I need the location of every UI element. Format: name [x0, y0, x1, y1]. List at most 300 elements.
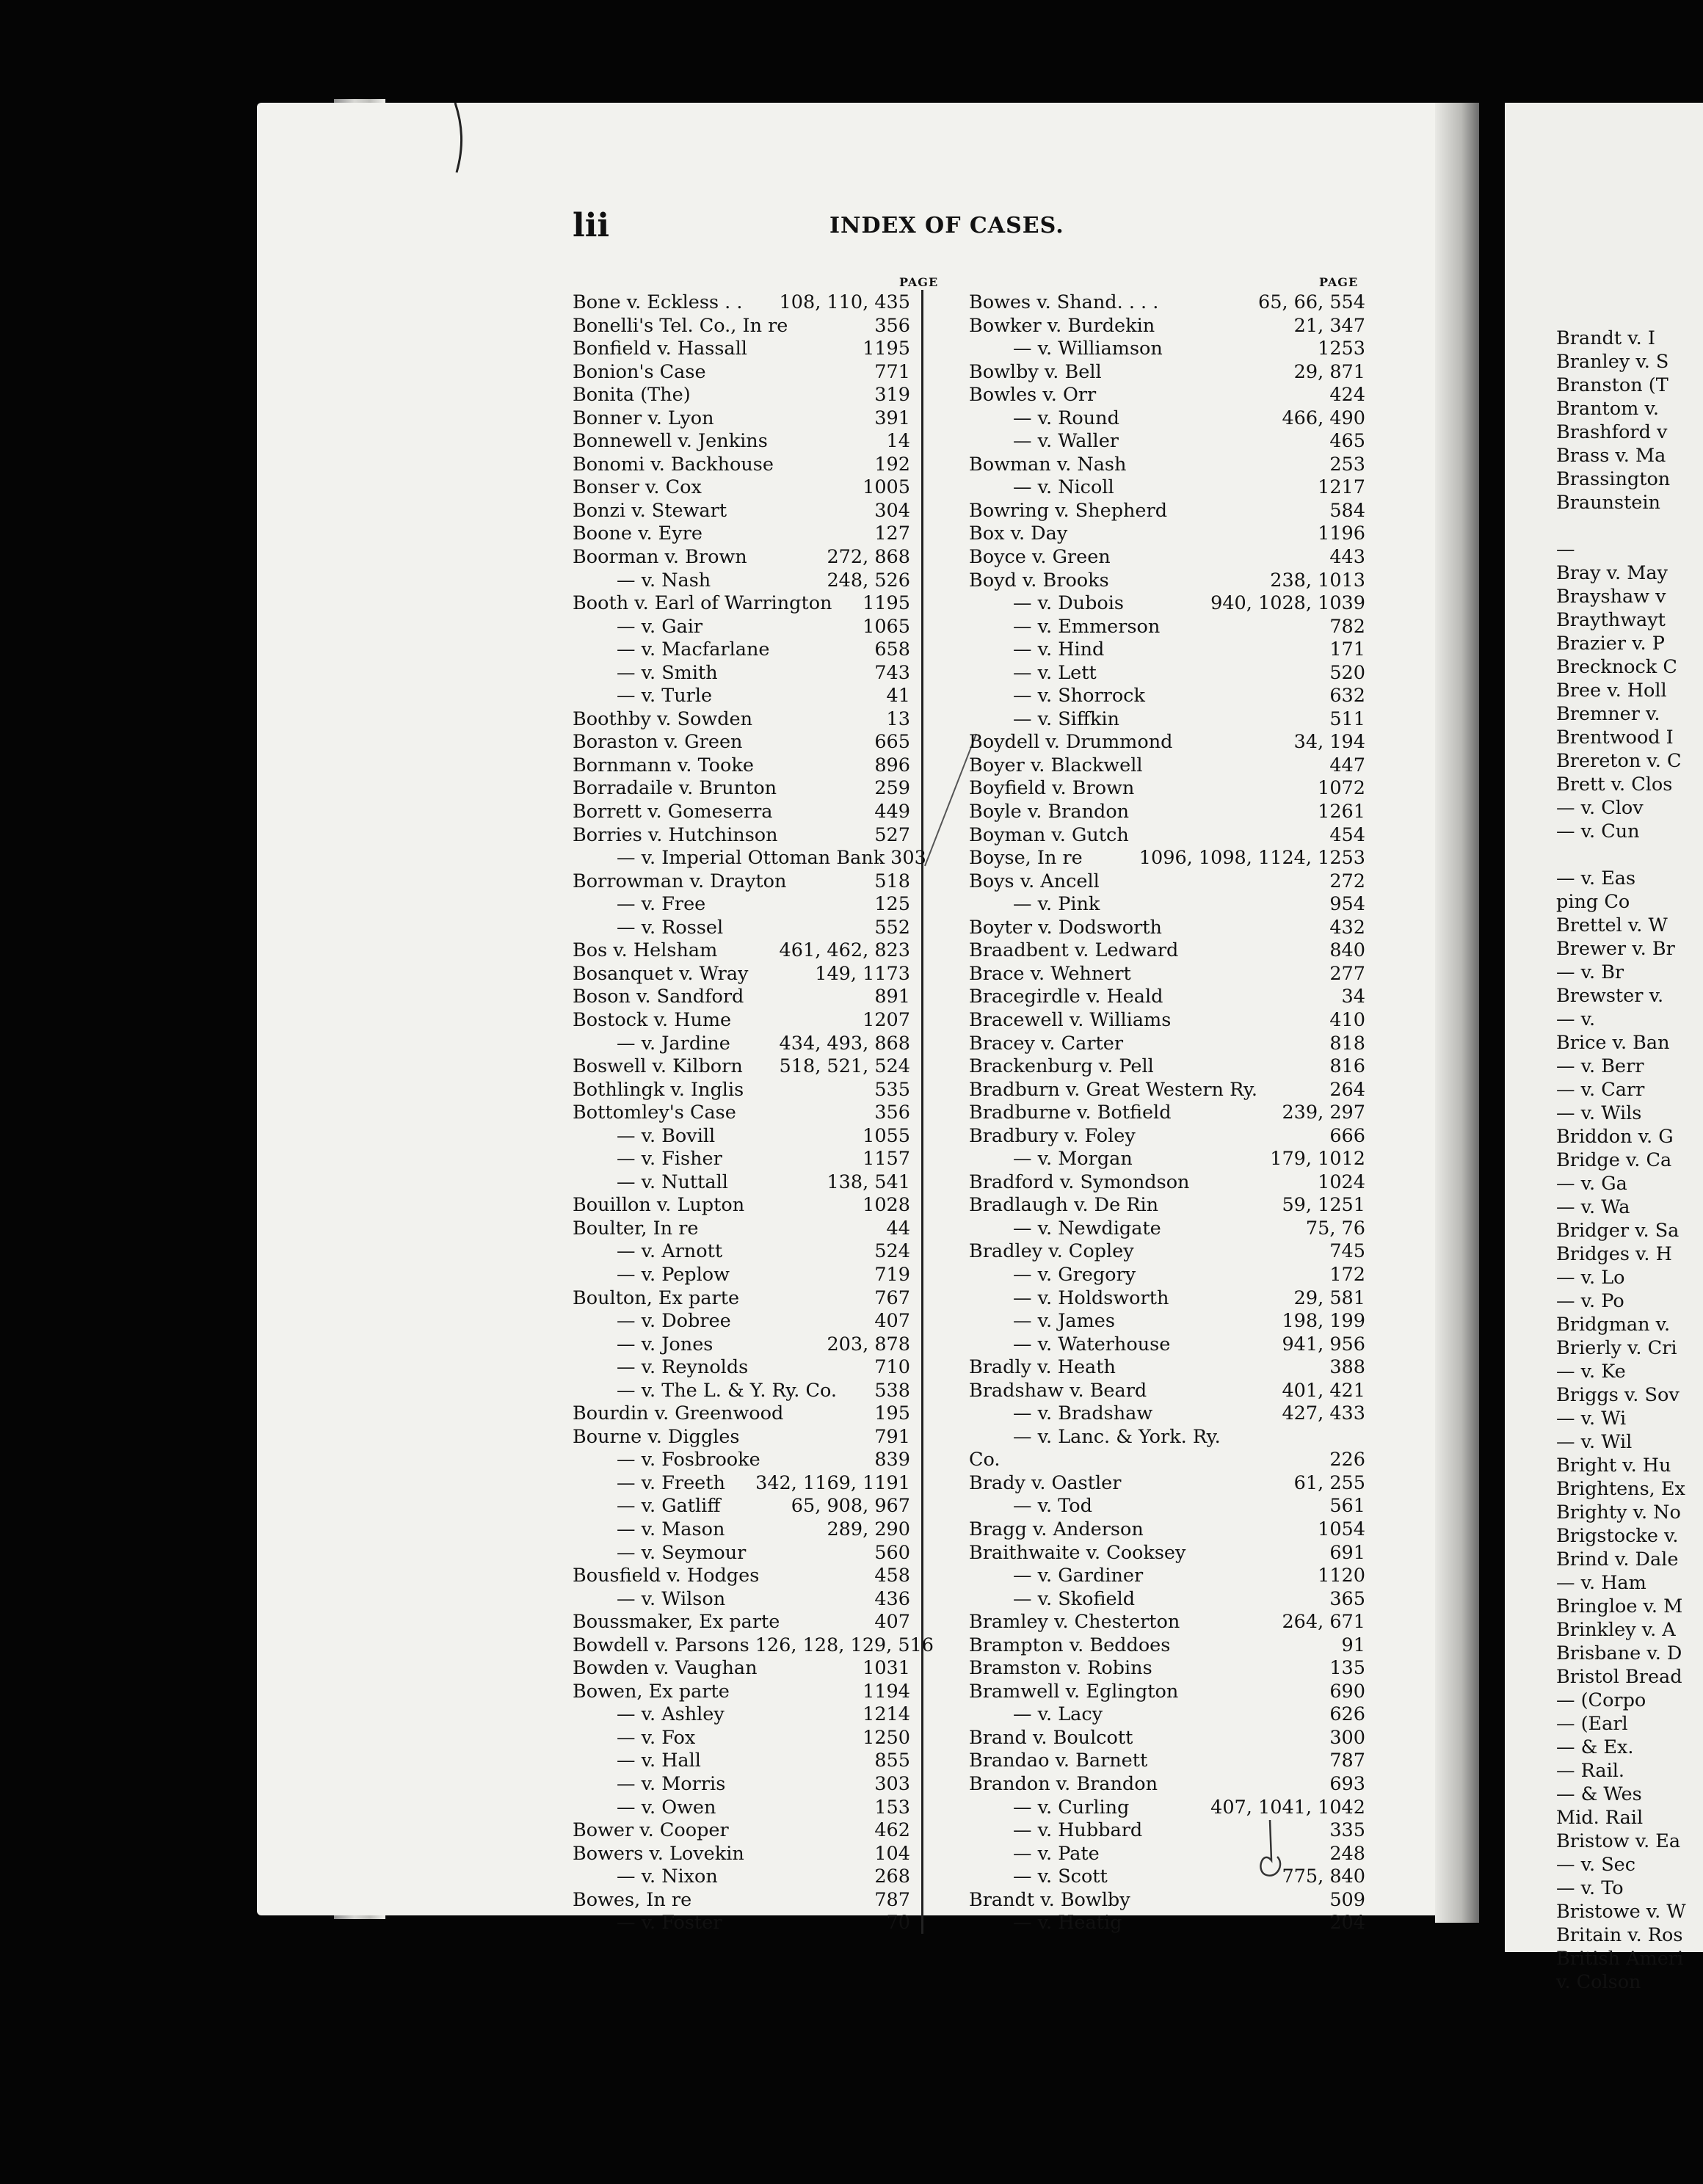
facing-page-entry: — Rail.	[1556, 1760, 1625, 1782]
facing-page-entry: Brighty v. No	[1556, 1502, 1681, 1524]
index-entry	[969, 1773, 1365, 1797]
case-name: — v. Wilson	[617, 1587, 726, 1610]
case-pages: 401, 421	[1282, 1379, 1365, 1402]
case-name: — v. Morgan	[1013, 1148, 1133, 1171]
facing-page-entry: — v. Lo	[1556, 1267, 1625, 1289]
case-pages: 1072	[1318, 777, 1365, 800]
case-name: — v. Nixon	[617, 1866, 718, 1888]
index-entry	[969, 384, 1365, 407]
index-entry	[969, 1750, 1365, 1773]
index-entry	[969, 1402, 1365, 1426]
index-entry	[969, 824, 1365, 848]
index-entry	[573, 870, 910, 894]
case-name: Boyse, In re	[969, 847, 1083, 870]
case-name: Bowes, In re	[573, 1888, 692, 1911]
case-name: Brady v. Oastler	[969, 1471, 1122, 1494]
case-name: Bottomley's Case	[573, 1102, 736, 1124]
case-pages: 538	[874, 1379, 910, 1402]
facing-page-entry: Bringloe v. M	[1556, 1595, 1683, 1617]
case-pages: 126, 128, 129, 516	[755, 1634, 934, 1656]
facing-page-entry: — v. Wils	[1556, 1102, 1642, 1124]
case-pages: 277	[1329, 962, 1365, 985]
case-name: — v. Jardine	[617, 1032, 730, 1055]
case-name: Bowman v. Nash	[969, 453, 1127, 476]
facing-page-entry: Brewster v.	[1556, 985, 1664, 1007]
facing-page-entry: — & Ex.	[1556, 1736, 1634, 1758]
facing-page-entry: — v. Clov	[1556, 797, 1644, 819]
case-name: — v. Free	[617, 893, 706, 916]
index-entry	[573, 361, 910, 385]
case-name: Bowker v. Burdekin	[969, 314, 1155, 337]
index-entry	[573, 1333, 910, 1357]
facing-page-entry: — v. To	[1556, 1877, 1624, 1899]
facing-page-entry: Mid. Rail	[1556, 1807, 1644, 1829]
index-entry	[573, 1449, 910, 1472]
case-name: — v. The L. & Y. Ry. Co.	[617, 1379, 838, 1402]
case-name: — v. Peplow	[617, 1263, 730, 1286]
case-name: Bonser v. Cox	[573, 476, 702, 499]
index-entry	[969, 1217, 1365, 1241]
case-pages: 896	[874, 754, 910, 776]
facing-page-entry: —	[1556, 539, 1575, 561]
index-entry	[573, 1866, 910, 1889]
case-name: — v. Mason	[617, 1518, 725, 1540]
index-entry	[573, 1148, 910, 1171]
index-entry	[969, 1495, 1365, 1518]
case-name: Bowden v. Vaughan	[573, 1657, 758, 1680]
case-pages: 65, 66, 554	[1258, 291, 1365, 313]
index-entry	[969, 1333, 1365, 1357]
facing-page-entry: v. Colson	[1556, 1971, 1641, 1993]
facing-page-entry: ping Co	[1556, 891, 1630, 913]
case-pages: 410	[1329, 1008, 1365, 1031]
index-entry	[969, 963, 1365, 986]
index-entry	[573, 500, 910, 523]
case-name: — v. Macfarlane	[617, 638, 770, 661]
facing-page-entry: Brind v. Dale	[1556, 1548, 1679, 1570]
column-divider	[921, 290, 923, 1934]
case-name: Bourdin v. Greenwood	[573, 1402, 784, 1425]
index-entry	[969, 1634, 1365, 1658]
case-pages: 304	[874, 499, 910, 522]
case-pages: 1031	[863, 1657, 910, 1680]
index-entry	[969, 893, 1365, 917]
case-name: Brandt v. Bowlby	[969, 1888, 1130, 1911]
facing-page-entry: — v. Ham	[1556, 1572, 1646, 1594]
index-entry	[969, 1125, 1365, 1149]
case-pages: 192	[874, 453, 910, 476]
case-name: — v. Morris	[617, 1773, 726, 1795]
case-name: Bone v. Eckless . .	[573, 291, 743, 313]
page-number: lii	[573, 207, 610, 244]
case-name: Bonita (The)	[573, 384, 691, 407]
facing-page-entry: Bridges v. H	[1556, 1243, 1672, 1265]
case-pages: 203, 878	[827, 1333, 910, 1355]
case-pages: 518	[874, 870, 910, 892]
case-pages: 626	[1329, 1703, 1365, 1726]
index-entry	[969, 476, 1365, 500]
case-pages: 666	[1329, 1124, 1365, 1147]
index-entry	[573, 986, 910, 1009]
case-name: Bouillon v. Lupton	[573, 1194, 745, 1217]
case-name: — v. Dubois	[1013, 592, 1124, 615]
facing-page-entry: Brice v. Ban	[1556, 1032, 1670, 1054]
index-entry	[573, 1727, 910, 1750]
facing-page-entry: Bristol Bread	[1556, 1666, 1682, 1688]
case-name: — v. Foster	[617, 1912, 722, 1934]
case-pages: 560	[874, 1541, 910, 1564]
case-pages: 745	[1329, 1240, 1365, 1263]
case-pages: 1096, 1098, 1124, 1253	[1139, 847, 1365, 870]
case-pages: 342, 1169, 1191	[755, 1471, 910, 1494]
case-pages: 743	[874, 661, 910, 684]
case-name: — v. Pate	[1013, 1842, 1100, 1865]
facing-page-entry: — v. Eas	[1556, 867, 1636, 889]
facing-page-entry: Braythwayt	[1556, 609, 1666, 631]
case-pages: 509	[1329, 1888, 1365, 1911]
facing-page-entry: Brierly v. Cri	[1556, 1337, 1677, 1359]
index-entry	[573, 1565, 910, 1588]
case-name: — v. Arnott	[617, 1240, 723, 1263]
pencil-mark-top	[440, 103, 470, 176]
case-pages: 791	[874, 1425, 910, 1448]
index-entry	[969, 1472, 1365, 1496]
index-entry	[969, 1171, 1365, 1195]
index-entry	[969, 754, 1365, 778]
case-pages: 195	[874, 1402, 910, 1425]
case-pages: 632	[1329, 685, 1365, 707]
case-name: Boyter v. Dodsworth	[969, 916, 1162, 939]
case-name: — v. Nash	[617, 569, 711, 592]
case-pages: 518, 521, 524	[779, 1055, 910, 1078]
index-entry	[573, 569, 910, 593]
case-name: Boothby v. Sowden	[573, 707, 753, 730]
index-entry	[573, 1797, 910, 1820]
case-name: Bramley v. Chesterton	[969, 1611, 1180, 1634]
facing-page-entry: Branston (T	[1556, 374, 1668, 396]
case-pages: 427, 433	[1282, 1402, 1365, 1425]
case-pages: 104	[874, 1842, 910, 1865]
case-name: — v. Imperial Ottoman Bank	[617, 847, 885, 870]
case-name: — v. Heatig	[1013, 1912, 1122, 1934]
facing-page-entry: Braunstein	[1556, 492, 1660, 514]
case-pages: 108, 110, 435	[779, 291, 910, 313]
index-entry	[573, 1055, 910, 1079]
case-pages: 561	[1329, 1495, 1365, 1518]
case-name: Braithwaite v. Cooksey	[969, 1541, 1186, 1564]
case-name: Bonomi v. Backhouse	[573, 453, 774, 476]
facing-page-entry: Brentwood I	[1556, 727, 1674, 749]
index-entry	[573, 384, 910, 407]
index-entry	[573, 824, 910, 848]
index-entry	[573, 1033, 910, 1056]
case-name: Boussmaker, Ex parte	[573, 1611, 780, 1634]
facing-page-entry: Brewer v. Br	[1556, 938, 1675, 960]
case-pages: 335	[1329, 1819, 1365, 1842]
case-pages: 179, 1012	[1270, 1148, 1365, 1171]
case-pages: 782	[1329, 615, 1365, 638]
index-entry	[969, 1356, 1365, 1380]
case-name: Borradaile v. Brunton	[573, 777, 777, 800]
case-name: Bowles v. Orr	[969, 384, 1097, 407]
case-pages: 239, 297	[1282, 1102, 1365, 1124]
case-pages: 34, 194	[1293, 731, 1365, 754]
index-entry	[969, 1148, 1365, 1171]
case-pages: 1065	[863, 615, 910, 638]
case-name: Bragg v. Anderson	[969, 1518, 1144, 1540]
case-pages: 171	[1329, 638, 1365, 661]
case-name: — v. Freeth	[617, 1471, 725, 1494]
case-pages: 248	[1329, 1842, 1365, 1865]
case-name: — v. Newdigate	[1013, 1217, 1161, 1240]
case-pages: 954	[1329, 893, 1365, 916]
index-entry	[573, 1750, 910, 1773]
index-entry	[969, 315, 1365, 338]
index-entry	[573, 1703, 910, 1727]
case-name: — v. Williamson	[1013, 338, 1163, 360]
case-name: — v. Fox	[617, 1726, 696, 1749]
case-name: — v. Waterhouse	[1013, 1333, 1171, 1355]
index-entry	[573, 1426, 910, 1449]
case-pages: 91	[1341, 1634, 1365, 1656]
case-name: Bramwell v. Eglington	[969, 1680, 1179, 1703]
facing-page-entry: Brecknock C	[1556, 656, 1677, 678]
facing-page-entry: Brett v. Clos	[1556, 774, 1673, 796]
case-name: — v. Scott	[1013, 1866, 1108, 1888]
index-entry	[573, 407, 910, 431]
index-entry	[969, 1657, 1365, 1681]
case-pages: 693	[1329, 1773, 1365, 1795]
facing-page-entry: Britain v. Ros	[1556, 1924, 1683, 1946]
case-pages: 13	[886, 707, 910, 730]
index-entry	[573, 1773, 910, 1797]
index-entry	[573, 476, 910, 500]
facing-page-entry: — v. Carr	[1556, 1079, 1645, 1101]
case-pages: 135	[1329, 1657, 1365, 1680]
case-name: Boorman v. Brown	[573, 546, 747, 569]
case-name: Bradburn v. Great Western Ry.	[969, 1078, 1257, 1101]
index-entry	[969, 1727, 1365, 1750]
case-pages: 34	[1341, 986, 1365, 1008]
case-pages: 941, 956	[1282, 1333, 1365, 1355]
case-name: Bosanquet v. Wray	[573, 962, 749, 985]
facing-page-entry: — v. Ga	[1556, 1173, 1627, 1195]
case-pages: 690	[1329, 1680, 1365, 1703]
case-pages: 388	[1329, 1356, 1365, 1379]
case-name: — v. Pink	[1013, 893, 1100, 916]
facing-page-entry: — v. Po	[1556, 1290, 1624, 1312]
case-name: Boyce v. Green	[969, 546, 1111, 569]
case-pages: 511	[1329, 707, 1365, 730]
case-pages: 1217	[1318, 476, 1365, 499]
case-name: Bradley v. Copley	[969, 1240, 1134, 1263]
index-entry	[969, 1449, 1365, 1472]
case-name: — v. Shorrock	[1013, 685, 1145, 707]
index-entry	[969, 777, 1365, 801]
case-pages: 527	[874, 823, 910, 846]
index-entry	[573, 1889, 910, 1912]
case-name: Bonion's Case	[573, 360, 706, 383]
case-name: — v. Bovill	[617, 1124, 716, 1147]
case-pages: 29, 871	[1293, 360, 1365, 383]
index-entry	[969, 685, 1365, 708]
facing-page-entry: — (Earl	[1556, 1713, 1628, 1735]
case-name: Box v. Day	[969, 523, 1068, 545]
case-name: — v. Waller	[1013, 430, 1119, 453]
index-entry	[969, 1240, 1365, 1264]
case-name: — v. Holdsworth	[1013, 1286, 1169, 1309]
case-name: — v. Hind	[1013, 638, 1105, 661]
case-name: Braadbent v. Ledward	[969, 939, 1179, 962]
case-name: — v. Gregory	[1013, 1263, 1136, 1286]
index-entry	[969, 430, 1365, 454]
index-entry	[969, 1797, 1365, 1820]
case-pages: 407	[874, 1310, 910, 1333]
case-pages: 268	[874, 1866, 910, 1888]
case-pages: 272	[1329, 870, 1365, 892]
index-entry	[969, 523, 1365, 546]
case-pages: 434, 493, 868	[779, 1032, 910, 1055]
case-name: Bonelli's Tel. Co., In re	[573, 314, 788, 337]
index-entry	[969, 569, 1365, 593]
index-entry	[573, 1079, 910, 1102]
index-entry	[573, 1657, 910, 1681]
index-entry	[573, 917, 910, 940]
index-entry	[969, 1866, 1365, 1889]
case-pages: 248, 526	[827, 569, 910, 592]
case-name: Bracey v. Carter	[969, 1032, 1124, 1055]
case-pages: 264	[1329, 1078, 1365, 1101]
case-name: — v. Dobree	[617, 1310, 731, 1333]
index-entry	[969, 1079, 1365, 1102]
case-name: — v. Hubbard	[1013, 1819, 1143, 1842]
index-entry	[969, 1819, 1365, 1843]
facing-page-entry: — v. Br	[1556, 961, 1624, 983]
case-name: Bowers v. Lovekin	[573, 1842, 744, 1865]
facing-page-entry: Bremner v.	[1556, 703, 1660, 725]
index-entry	[969, 708, 1365, 732]
index-entry	[969, 731, 1365, 754]
index-entry	[573, 662, 910, 685]
index-entry	[573, 1912, 910, 1935]
case-pages: 1261	[1318, 801, 1365, 823]
index-entry	[573, 291, 910, 315]
facing-page-entry: — v. Ke	[1556, 1361, 1626, 1383]
case-name: Boulton, Ex parte	[573, 1286, 740, 1309]
case-pages: 891	[874, 986, 910, 1008]
index-entry	[573, 1588, 910, 1612]
index-entry	[573, 1472, 910, 1496]
case-name: Boyle v. Brandon	[969, 801, 1130, 823]
case-pages: 1195	[863, 592, 910, 615]
case-name: Boone v. Eyre	[573, 523, 702, 545]
case-pages: 771	[874, 360, 910, 383]
index-entry	[969, 870, 1365, 894]
index-entry	[573, 616, 910, 639]
index-column-left	[573, 291, 934, 1935]
index-entry	[573, 1611, 910, 1634]
facing-page-entry: Bristow v. Ea	[1556, 1830, 1681, 1852]
case-pages: 29, 581	[1293, 1286, 1365, 1309]
facing-page-entry: — v.	[1556, 1008, 1596, 1030]
index-entry	[969, 1588, 1365, 1612]
case-pages: 1207	[863, 1008, 910, 1031]
case-pages: 1196	[1318, 523, 1365, 545]
index-entry	[969, 1889, 1365, 1912]
index-entry	[969, 1611, 1365, 1634]
case-name: — v. James	[1013, 1310, 1115, 1333]
case-name: Brace v. Wehnert	[969, 962, 1131, 985]
facing-page-entry: Brigstocke v.	[1556, 1525, 1679, 1547]
index-column-middle	[969, 291, 1365, 1935]
facing-page-entry: — v. Cun	[1556, 820, 1640, 842]
case-pages: 272, 868	[827, 546, 910, 569]
case-pages: 356	[874, 1102, 910, 1124]
facing-page-entry: Brereton v. C	[1556, 750, 1682, 772]
case-name: — v. Fosbrooke	[617, 1449, 760, 1471]
case-name: — v. Nicoll	[1013, 476, 1114, 499]
case-pages: 1194	[863, 1680, 910, 1703]
case-name: Bonzi v. Stewart	[573, 499, 727, 522]
index-entry	[573, 1102, 910, 1125]
middle-page-column-label: PAGE	[1319, 275, 1359, 289]
case-name: — v. Lett	[1013, 661, 1097, 684]
case-name: — v. Tod	[1013, 1495, 1092, 1518]
facing-page-entry: Brantom v.	[1556, 398, 1659, 420]
case-name: Bramston v. Robins	[969, 1657, 1152, 1680]
index-entry	[573, 1402, 910, 1426]
case-name: — v. Jones	[617, 1333, 713, 1355]
case-name: — v. Rossel	[617, 916, 724, 939]
index-entry	[573, 546, 910, 569]
index-entry	[969, 1264, 1365, 1287]
case-pages: 138, 541	[827, 1171, 910, 1193]
facing-page-entry: Brightens, Ex	[1556, 1478, 1685, 1500]
facing-page-entry: Brassington	[1556, 468, 1671, 490]
index-entry	[969, 1310, 1365, 1333]
index-entry	[969, 986, 1365, 1009]
case-name: — v. Siffkin	[1013, 707, 1119, 730]
case-pages: 447	[1329, 754, 1365, 776]
case-name: — v. Round	[1013, 407, 1119, 429]
case-name: — v. Nuttall	[617, 1171, 728, 1193]
case-name: Borrett v. Gomeserra	[573, 801, 773, 823]
case-name: Bowes v. Shand. . . .	[969, 291, 1159, 313]
case-pages: 61, 255	[1293, 1471, 1365, 1494]
case-name: Brandao v. Barnett	[969, 1750, 1148, 1772]
case-name: Bonfield v. Hassall	[573, 338, 747, 360]
case-name: — v. Turle	[617, 685, 713, 707]
case-pages: 125	[874, 893, 910, 916]
index-entry	[573, 1495, 910, 1518]
case-name: Boys v. Ancell	[969, 870, 1100, 892]
case-pages: 70	[886, 1912, 910, 1934]
case-name: Boyer v. Blackwell	[969, 754, 1143, 776]
case-pages: 407, 1041, 1042	[1210, 1796, 1365, 1819]
facing-page-entry: Bray v. May	[1556, 562, 1668, 584]
case-name: — v. Skofield	[1013, 1587, 1136, 1610]
facing-page-entry: Bridge v. Ca	[1556, 1149, 1672, 1171]
case-name: — v. Owen	[617, 1796, 716, 1819]
facing-page-entry: Brandt v. I	[1556, 327, 1655, 349]
case-name: Brandon v. Brandon	[969, 1773, 1158, 1795]
case-pages: 264, 671	[1282, 1611, 1365, 1634]
case-pages	[1359, 1426, 1365, 1449]
index-entry	[969, 1055, 1365, 1079]
index-entry	[969, 1681, 1365, 1704]
case-pages: 319	[874, 384, 910, 407]
case-name: Boulter, In re	[573, 1217, 699, 1240]
